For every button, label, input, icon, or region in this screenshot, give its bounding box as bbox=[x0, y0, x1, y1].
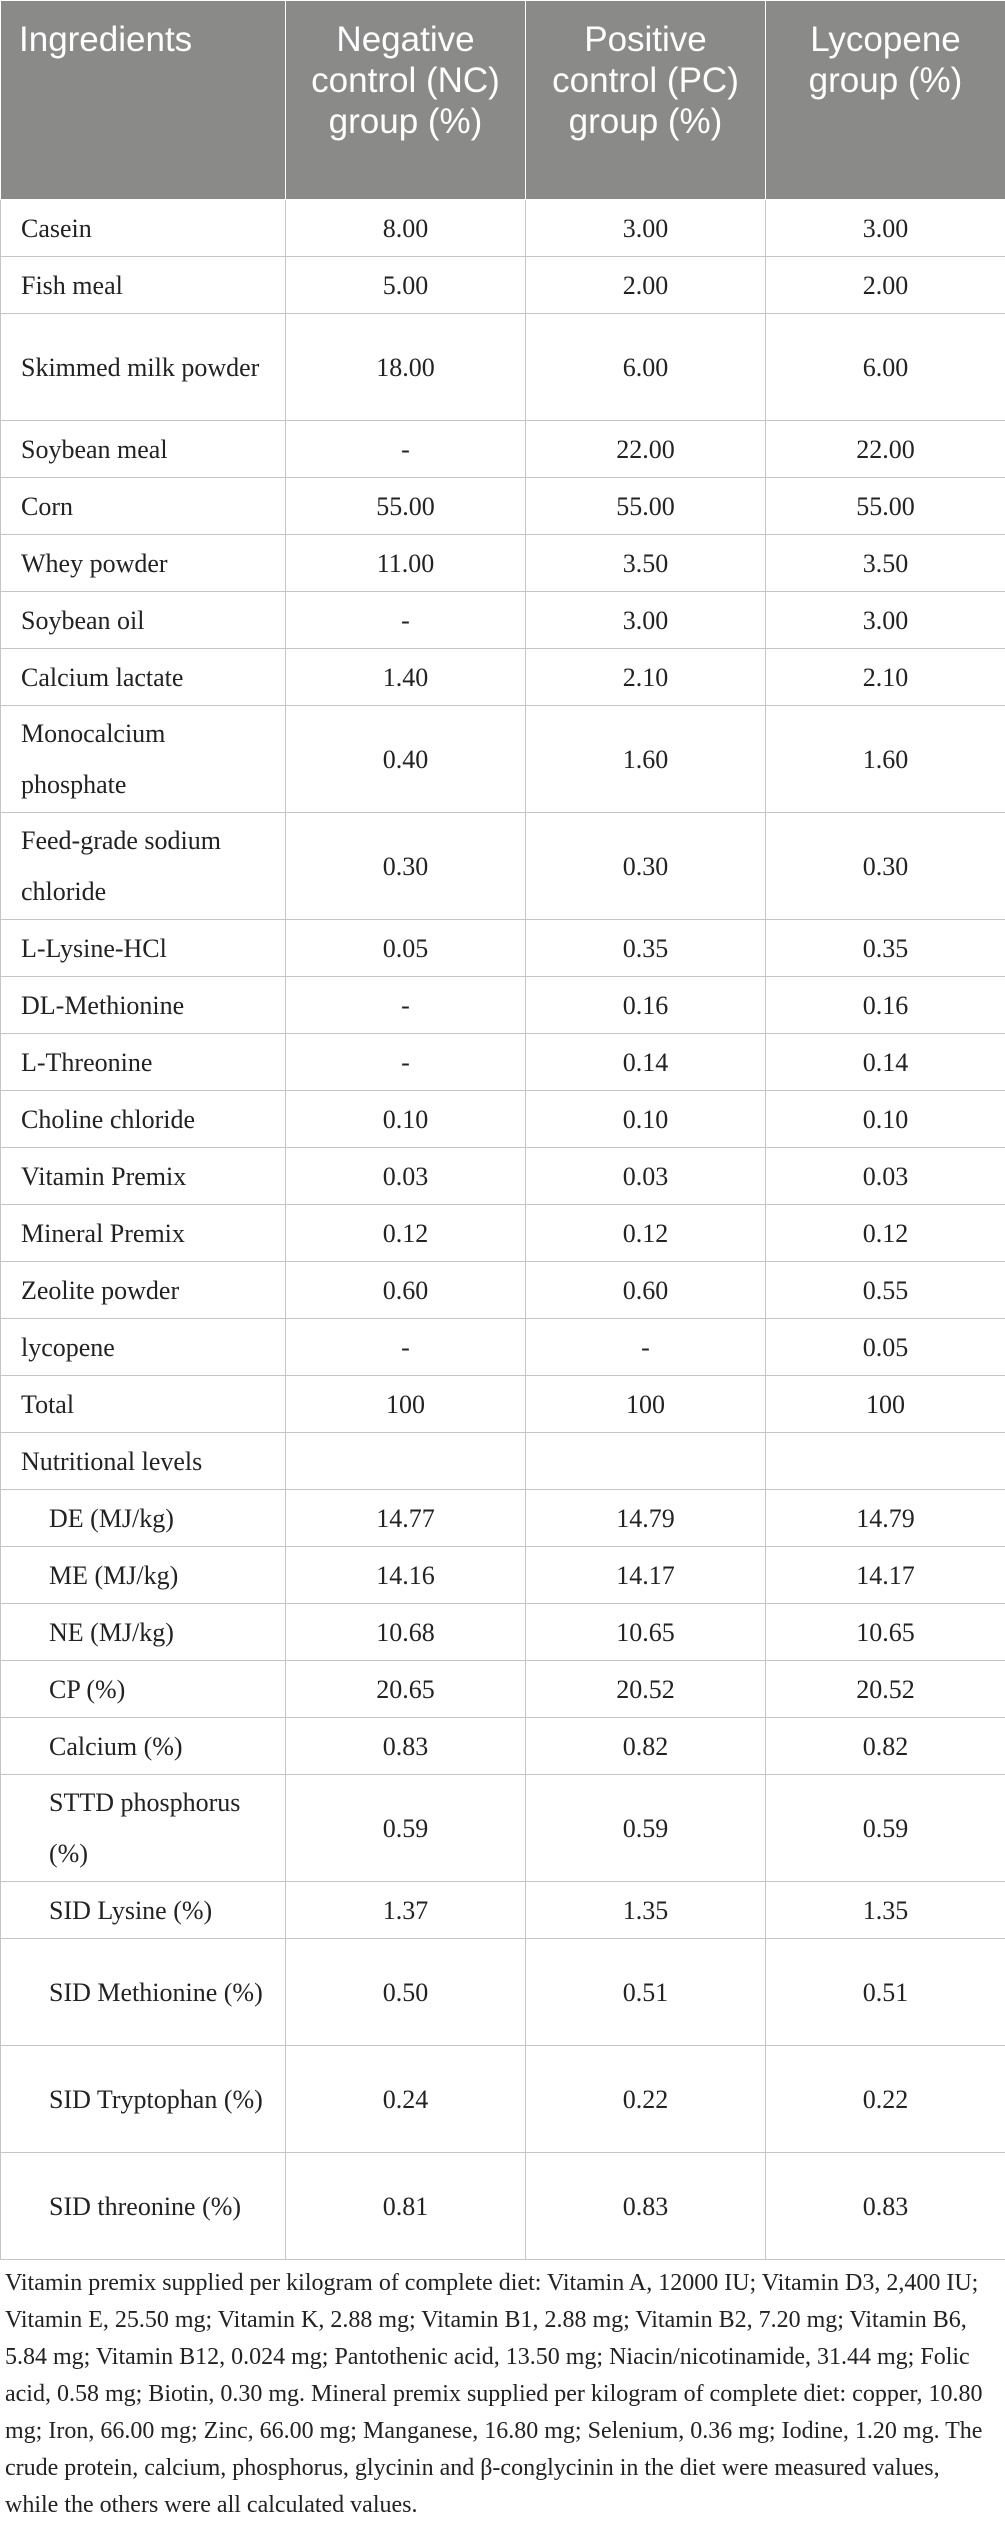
pc-value: 0.22 bbox=[526, 2046, 766, 2153]
lycopene-value: 0.51 bbox=[766, 1939, 1005, 2046]
lycopene-value: 0.30 bbox=[766, 813, 1005, 920]
nc-value: 1.37 bbox=[286, 1882, 526, 1939]
row-label: L-Lysine-HCl bbox=[1, 920, 286, 977]
row-label: Mineral Premix bbox=[1, 1205, 286, 1262]
row-label: Whey powder bbox=[1, 535, 286, 592]
pc-value: 0.12 bbox=[526, 1205, 766, 1262]
nc-value: 0.81 bbox=[286, 2153, 526, 2260]
pc-value: 2.00 bbox=[526, 257, 766, 314]
nc-value: 1.40 bbox=[286, 649, 526, 706]
nc-value: 0.10 bbox=[286, 1091, 526, 1148]
lycopene-value: 0.22 bbox=[766, 2046, 1005, 2153]
pc-value: 0.83 bbox=[526, 2153, 766, 2260]
pc-value: 6.00 bbox=[526, 314, 766, 421]
lycopene-value: 100 bbox=[766, 1376, 1005, 1433]
row-label: NE (MJ/kg) bbox=[1, 1604, 286, 1661]
row-label: lycopene bbox=[1, 1319, 286, 1376]
nc-value: 100 bbox=[286, 1376, 526, 1433]
pc-value: 10.65 bbox=[526, 1604, 766, 1661]
table-row bbox=[1, 592, 1005, 649]
nc-value: - bbox=[286, 977, 526, 1034]
nc-value: - bbox=[286, 592, 526, 649]
pc-value: 0.82 bbox=[526, 1718, 766, 1775]
pc-value: 1.35 bbox=[526, 1882, 766, 1939]
row-label: Fish meal bbox=[1, 257, 286, 314]
row-label: Soybean oil bbox=[1, 592, 286, 649]
table-row bbox=[1, 2046, 1005, 2153]
lycopene-value: 0.55 bbox=[766, 1262, 1005, 1319]
table-row bbox=[1, 1547, 1005, 1604]
pc-value: 2.10 bbox=[526, 649, 766, 706]
table-row bbox=[1, 1882, 1005, 1939]
table-row bbox=[1, 1433, 1005, 1490]
header-row bbox=[1, 1, 1005, 200]
nc-value: - bbox=[286, 1319, 526, 1376]
nc-value: 8.00 bbox=[286, 200, 526, 257]
pc-value: 0.35 bbox=[526, 920, 766, 977]
lycopene-value: 3.00 bbox=[766, 200, 1005, 257]
nc-value: 0.60 bbox=[286, 1262, 526, 1319]
nc-value: - bbox=[286, 1034, 526, 1091]
row-label: ME (MJ/kg) bbox=[1, 1547, 286, 1604]
lycopene-value: 20.52 bbox=[766, 1661, 1005, 1718]
table-row bbox=[1, 920, 1005, 977]
header-ingredients: Ingredients bbox=[1, 1, 286, 200]
row-label: SID Tryptophan (%) bbox=[1, 2046, 286, 2153]
table-row bbox=[1, 1661, 1005, 1718]
nc-value: 10.68 bbox=[286, 1604, 526, 1661]
lycopene-value: 0.16 bbox=[766, 977, 1005, 1034]
lycopene-value: 0.10 bbox=[766, 1091, 1005, 1148]
pc-value: 0.03 bbox=[526, 1148, 766, 1205]
table-row bbox=[1, 1939, 1005, 2046]
table-row bbox=[1, 977, 1005, 1034]
row-label: Corn bbox=[1, 478, 286, 535]
lycopene-value: 14.17 bbox=[766, 1547, 1005, 1604]
table-row bbox=[1, 1490, 1005, 1547]
table-row bbox=[1, 200, 1005, 257]
table-row bbox=[1, 314, 1005, 421]
pc-value: 0.30 bbox=[526, 813, 766, 920]
table-row bbox=[1, 1148, 1005, 1205]
header-negative-control: Negative control (NC) group (%) bbox=[286, 1, 526, 200]
nc-value: 14.16 bbox=[286, 1547, 526, 1604]
table-row bbox=[1, 649, 1005, 706]
row-label: DE (MJ/kg) bbox=[1, 1490, 286, 1547]
pc-value: 0.51 bbox=[526, 1939, 766, 2046]
nc-value: 14.77 bbox=[286, 1490, 526, 1547]
row-label: Feed-grade sodium chloride bbox=[1, 813, 286, 920]
pc-value: 55.00 bbox=[526, 478, 766, 535]
lycopene-value: 2.10 bbox=[766, 649, 1005, 706]
lycopene-value bbox=[766, 1433, 1005, 1490]
row-label: DL-Methionine bbox=[1, 977, 286, 1034]
row-label: SID Lysine (%) bbox=[1, 1882, 286, 1939]
lycopene-value: 2.00 bbox=[766, 257, 1005, 314]
pc-value: 22.00 bbox=[526, 421, 766, 478]
pc-value: 14.17 bbox=[526, 1547, 766, 1604]
table-row bbox=[1, 1604, 1005, 1661]
pc-value: 0.59 bbox=[526, 1775, 766, 1882]
lycopene-value: 0.03 bbox=[766, 1148, 1005, 1205]
table-row bbox=[1, 813, 1005, 920]
row-label: STTD phosphorus (%) bbox=[1, 1775, 286, 1882]
nc-value: 0.03 bbox=[286, 1148, 526, 1205]
nc-value: 0.50 bbox=[286, 1939, 526, 2046]
nc-value: 0.59 bbox=[286, 1775, 526, 1882]
table-header bbox=[1, 1, 1005, 200]
pc-value: 20.52 bbox=[526, 1661, 766, 1718]
table-row bbox=[1, 421, 1005, 478]
table-row bbox=[1, 1091, 1005, 1148]
pc-value: 3.50 bbox=[526, 535, 766, 592]
nc-value: 0.83 bbox=[286, 1718, 526, 1775]
lycopene-value: 3.50 bbox=[766, 535, 1005, 592]
nc-value: 0.40 bbox=[286, 706, 526, 813]
table-row bbox=[1, 1262, 1005, 1319]
row-label: Monocalcium phosphate bbox=[1, 706, 286, 813]
row-label: Calcium (%) bbox=[1, 1718, 286, 1775]
header-lycopene-group: Lycopene group (%) bbox=[766, 1, 1005, 200]
lycopene-value: 0.59 bbox=[766, 1775, 1005, 1882]
table-row bbox=[1, 257, 1005, 314]
row-label: Vitamin Premix bbox=[1, 1148, 286, 1205]
pc-value: 3.00 bbox=[526, 200, 766, 257]
table-row bbox=[1, 706, 1005, 813]
pc-value: - bbox=[526, 1319, 766, 1376]
table-row bbox=[1, 1205, 1005, 1262]
table-footnote: Vitamin premix supplied per kilogram of complete diet: Vitamin A, 12000 IU; Vitamin D3, 2,400 IU; Vitamin E, 25.50 mg; Vitamin K, 2.88 mg; Vitamin B1, 2.88 mg; Vitamin B2, 7.20 mg; Vitamin B6, 5.84 mg; Vitamin B12, 0.024 mg; Pantothenic acid, 13.50 mg; Niacin/nicotinamide, 31.44 mg; Folic acid, 0.58 mg; Biotin, 0.30 mg. Mineral premix supplied per kilogram of complete diet: copper, 10.80 mg; Iron, 66.00 mg; Zinc, 66.00 mg; Manganese, 16.80 mg; Selenium, 0.36 mg; Iodine, 1.20 mg. The crude protein, calcium, phosphorus, glycinin and β-conglycinin in the diet were measured values, while the others were all calculated values. bbox=[5, 2270, 983, 2518]
table-row bbox=[1, 535, 1005, 592]
table-row bbox=[1, 1775, 1005, 1882]
lycopene-value: 1.60 bbox=[766, 706, 1005, 813]
nc-value: 55.00 bbox=[286, 478, 526, 535]
table-row bbox=[1, 1319, 1005, 1376]
header-positive-control: Positive control (PC) group (%) bbox=[526, 1, 766, 200]
table-row bbox=[1, 1376, 1005, 1433]
pc-value: 100 bbox=[526, 1376, 766, 1433]
row-label: Casein bbox=[1, 200, 286, 257]
lycopene-value: 0.14 bbox=[766, 1034, 1005, 1091]
lycopene-value: 0.12 bbox=[766, 1205, 1005, 1262]
row-label: Skimmed milk powder bbox=[1, 314, 286, 421]
nc-value: 0.24 bbox=[286, 2046, 526, 2153]
row-label: Nutritional levels bbox=[1, 1433, 286, 1490]
nc-value: 18.00 bbox=[286, 314, 526, 421]
lycopene-value: 3.00 bbox=[766, 592, 1005, 649]
lycopene-value: 1.35 bbox=[766, 1882, 1005, 1939]
nc-value: 0.30 bbox=[286, 813, 526, 920]
nc-value bbox=[286, 1433, 526, 1490]
pc-value bbox=[526, 1433, 766, 1490]
row-label: SID threonine (%) bbox=[1, 2153, 286, 2260]
lycopene-value: 0.82 bbox=[766, 1718, 1005, 1775]
pc-value: 0.10 bbox=[526, 1091, 766, 1148]
nc-value: 5.00 bbox=[286, 257, 526, 314]
pc-value: 0.60 bbox=[526, 1262, 766, 1319]
pc-value: 3.00 bbox=[526, 592, 766, 649]
row-label: L-Threonine bbox=[1, 1034, 286, 1091]
table-row bbox=[1, 478, 1005, 535]
row-label: CP (%) bbox=[1, 1661, 286, 1718]
lycopene-value: 6.00 bbox=[766, 314, 1005, 421]
row-label: Calcium lactate bbox=[1, 649, 286, 706]
row-label: Choline chloride bbox=[1, 1091, 286, 1148]
nc-value: 0.05 bbox=[286, 920, 526, 977]
nc-value: 11.00 bbox=[286, 535, 526, 592]
nc-value: 20.65 bbox=[286, 1661, 526, 1718]
pc-value: 1.60 bbox=[526, 706, 766, 813]
pc-value: 0.16 bbox=[526, 977, 766, 1034]
table-row bbox=[1, 2153, 1005, 2260]
lycopene-value: 0.35 bbox=[766, 920, 1005, 977]
row-label: Zeolite powder bbox=[1, 1262, 286, 1319]
nc-value: 0.12 bbox=[286, 1205, 526, 1262]
lycopene-value: 22.00 bbox=[766, 421, 1005, 478]
row-label: Total bbox=[1, 1376, 286, 1433]
row-label: Soybean meal bbox=[1, 421, 286, 478]
lycopene-value: 14.79 bbox=[766, 1490, 1005, 1547]
pc-value: 0.14 bbox=[526, 1034, 766, 1091]
lycopene-value: 0.83 bbox=[766, 2153, 1005, 2260]
table-row bbox=[1, 1034, 1005, 1091]
row-label: SID Methionine (%) bbox=[1, 1939, 286, 2046]
lycopene-value: 0.05 bbox=[766, 1319, 1005, 1376]
pc-value: 14.79 bbox=[526, 1490, 766, 1547]
lycopene-value: 55.00 bbox=[766, 478, 1005, 535]
nc-value: - bbox=[286, 421, 526, 478]
table-body bbox=[1, 200, 1005, 2260]
lycopene-value: 10.65 bbox=[766, 1604, 1005, 1661]
table-row bbox=[1, 1718, 1005, 1775]
